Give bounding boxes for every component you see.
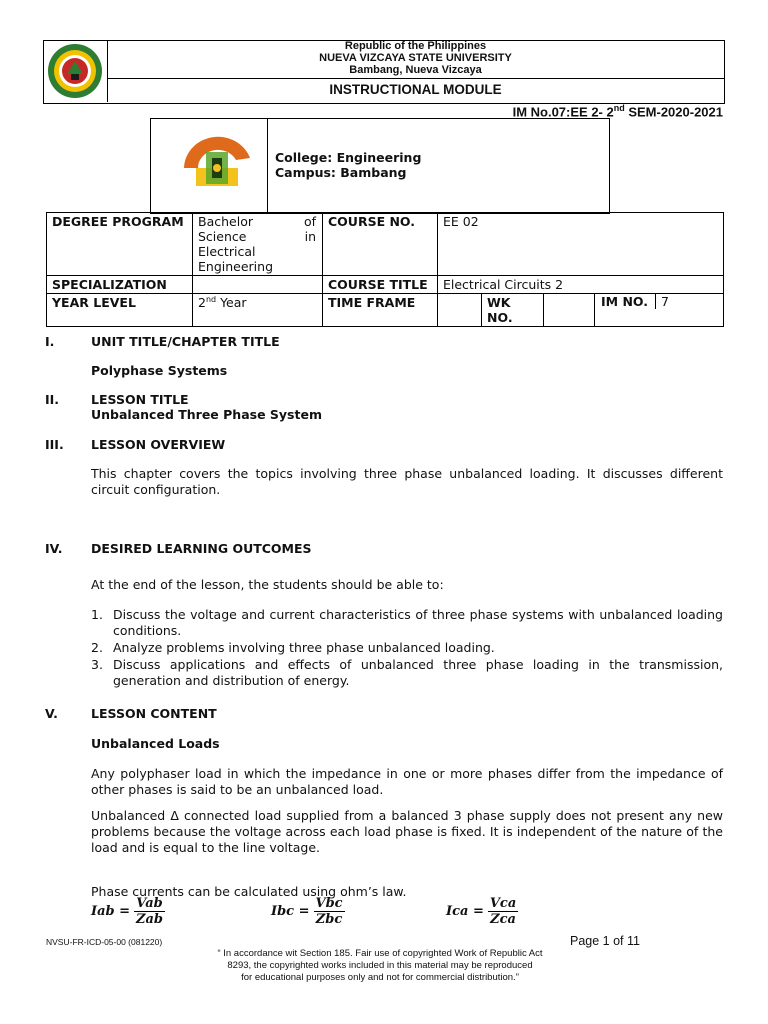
outcome-2-number: 2.	[91, 640, 103, 655]
year-level-value	[193, 294, 323, 327]
lesson-overview-text: This chapter covers the topics involving three phase unbalanced loading. It discusses different circuit configuration.	[91, 466, 723, 497]
course-no-label: COURSE NO.	[323, 213, 438, 276]
im-prefix: IM No.07:EE 2- 2	[512, 104, 614, 120]
section-5-title: LESSON CONTENT	[91, 706, 217, 721]
eq3-numerator: Vca	[489, 896, 517, 911]
section-2-number: II.	[45, 392, 60, 407]
course-title-label: COURSE TITLE	[323, 276, 438, 294]
outcome-1-number: 1.	[91, 607, 103, 622]
page-number: Page 1 of 11	[570, 934, 640, 948]
equation-ibc	[271, 896, 345, 927]
engineering-logo-icon	[176, 128, 258, 194]
section-1-title: UNIT TITLE/CHAPTER TITLE	[91, 334, 280, 349]
eq2-lhs: Ibc =	[271, 904, 310, 919]
eq2-denominator: Zbc	[315, 912, 343, 927]
im-sup: nd	[613, 103, 625, 113]
year-level-rest: Year	[216, 295, 247, 311]
eq3-denominator: Zca	[490, 912, 516, 927]
eq1-denominator: Zab	[136, 912, 164, 927]
year-level-num: 2	[198, 295, 206, 311]
equation-iab	[91, 896, 165, 927]
year-level-label: YEAR LEVEL	[47, 294, 193, 327]
college-label: College: Engineering	[275, 150, 422, 165]
eq1-lhs: Iab =	[91, 904, 131, 919]
time-frame-value	[438, 294, 482, 327]
course-no-value: EE 02	[438, 213, 724, 276]
section-3-number: III.	[45, 437, 64, 452]
campus-label: Campus: Bambang	[275, 165, 407, 180]
im-no-value: 7	[661, 294, 669, 309]
document-code: NVSU-FR-ICD-05-00 (081220)	[46, 937, 163, 947]
chapter-title: Polyphase Systems	[91, 363, 228, 378]
course-info-table	[46, 212, 724, 327]
eq3-lhs: Ica =	[446, 904, 484, 919]
outcome-3-number: 3.	[91, 657, 103, 672]
wk-no-value	[544, 294, 595, 327]
header-line3: Bambang, Nueva Vizcaya	[349, 64, 482, 76]
section-2-title: LESSON TITLE	[91, 392, 189, 407]
outcome-3-text: Discuss applications and effects of unbalanced three phase loading in the transmission, generation and distribution of energy.	[113, 657, 723, 688]
eq2-numerator: Vbc	[315, 896, 343, 911]
im-no-label: IM NO.	[595, 294, 656, 309]
im-number	[513, 103, 723, 119]
outcome-item-2	[91, 640, 723, 656]
section-3-title: LESSON OVERVIEW	[91, 437, 226, 452]
lesson-title: Unbalanced Three Phase System	[91, 407, 322, 422]
eq2-fraction	[314, 896, 345, 927]
outcomes-intro: At the end of the lesson, the students should be able to:	[91, 577, 444, 592]
unbalanced-loads-heading: Unbalanced Loads	[91, 736, 220, 751]
section-1-number: I.	[45, 334, 55, 349]
degree-label: DEGREE PROGRAM	[47, 213, 193, 276]
im-suffix: SEM-2020-2021	[624, 104, 723, 120]
specialization-value	[193, 276, 323, 294]
header-divider	[107, 78, 724, 79]
year-level-sup: nd	[205, 295, 217, 304]
section-5-number: V.	[45, 706, 58, 721]
degree-value	[193, 213, 323, 276]
time-frame-label: TIME FRAME	[323, 294, 438, 327]
specialization-label: SPECIALIZATION	[47, 276, 193, 294]
course-title-value: Electrical Circuits 2	[438, 276, 724, 294]
degree-value-text: Bachelor of Science in Electrical Engineering	[198, 214, 316, 274]
outcome-item-3	[91, 657, 723, 689]
university-seal-icon	[47, 43, 103, 99]
outcome-2-text: Analyze problems involving three phase unbalanced loading.	[113, 640, 495, 655]
equation-ica	[446, 896, 518, 927]
eq1-fraction	[134, 896, 165, 927]
wk-no-label: WK NO.	[482, 294, 544, 327]
outcome-1-text: Discuss the voltage and current characteristics of three phase systems with unbalanced loading conditions.	[113, 607, 723, 638]
header-line1: Republic of the Philippines	[344, 40, 487, 52]
paragraph-2: Unbalanced Δ connected load supplied from a balanced 3 phase supply does not present any new problems because the voltage across each load phase is fixed. It is independent of the nature of the load and is equal to the line voltage.	[91, 808, 723, 855]
outcome-item-1	[91, 607, 723, 639]
paragraph-1: Any polyphaser load in which the impedance in one or more phases differ from the impedance of other phases is said to be an unbalanced load.	[91, 766, 723, 797]
eq3-fraction	[488, 896, 518, 927]
im-no-cell	[595, 294, 724, 327]
copyright-notice-1: “ In accordance wit Section 185. Fair use of copyrighted Work of Republic Act	[217, 948, 543, 959]
copyright-notice-3: for educational purposes only and not for commercial distribution.”	[241, 972, 519, 983]
section-4-title: DESIRED LEARNING OUTCOMES	[91, 541, 312, 556]
copyright-notice-2: 8293, the copyrighted works included in this material may be reproduced	[227, 960, 533, 971]
eq1-numerator: Vab	[134, 896, 165, 912]
header-university-name: NUEVA VIZCAYA STATE UNIVERSITY	[319, 52, 512, 64]
module-title: INSTRUCTIONAL MODULE	[329, 82, 502, 97]
paragraph-3: Phase currents can be calculated using ohm’s law.	[91, 884, 407, 899]
section-4-number: IV.	[45, 541, 63, 556]
